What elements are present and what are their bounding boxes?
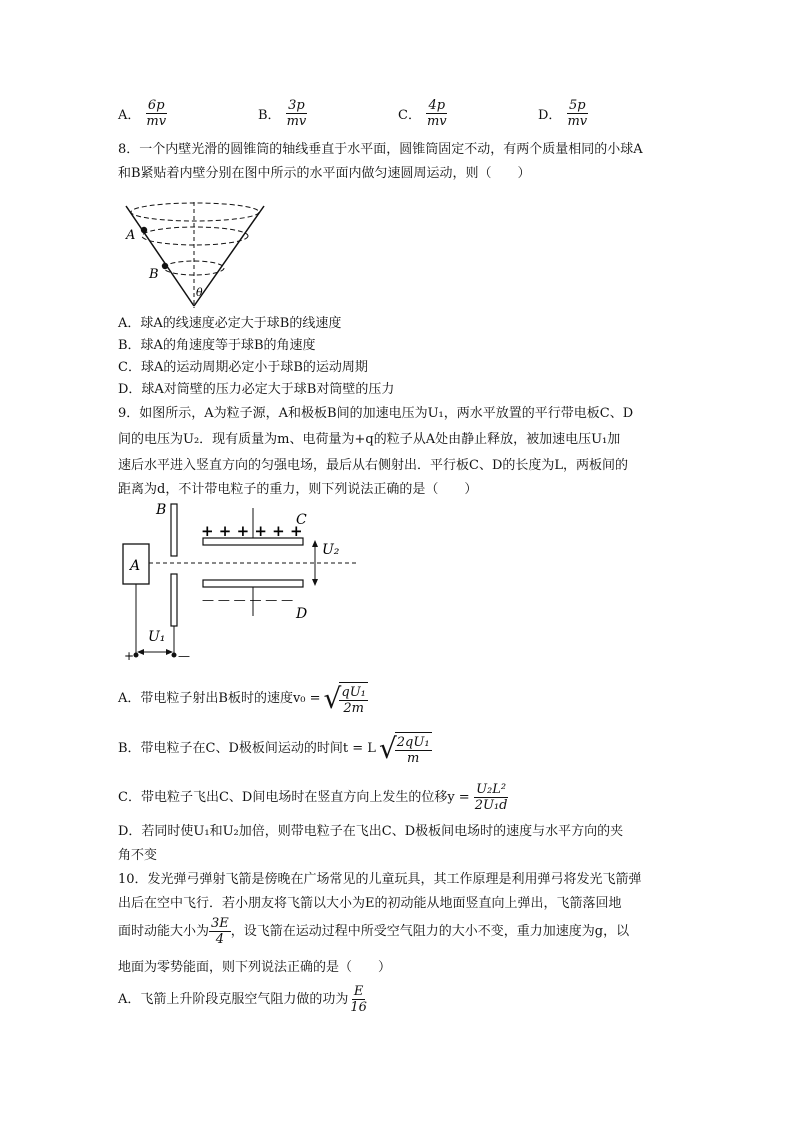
cone-label-a: A [126,228,136,243]
q8-option-d: D．球A对筒壁的压力必定大于球B对筒壁的压力 [118,382,395,397]
q7-option-label: A． [118,108,141,123]
kinetic-energy-fraction: $\frac{3E}{4}$ [211,916,229,947]
q8-stem-line2: 和B紧贴着内壁分别在图中所示的水平面内做匀速圆周运动，则（ ） [118,166,531,181]
q10-line1: 10．发光弹弓弹射飞箭是傍晚在广场常见的儿童玩具，其工作原理是利用弹弓将发光飞箭弹 [118,872,642,887]
displacement-fraction: $\frac{\text{U₂L²}}{\text{2U₁d}}$ [474,782,508,813]
q10-line3 [118,916,629,947]
q8-option-a: A．球A的线速度必定大于球B的线速度 [118,316,342,331]
sqrt-expression: √ $\frac{\text{2qU₁}}{m}$ [378,732,430,766]
q7-option-fraction: $\frac{4p}{mv}$ [426,98,447,129]
label-u2: U₂ [322,542,340,558]
cone-figure [118,198,278,313]
plus-charges: + + + + + + [201,522,303,540]
q8-option-c: C．球A的运动周期必定小于球B的运动周期 [118,360,368,375]
accelerator-figure [118,500,358,666]
q10-line2: 出后在空中飞行．若小朋友将飞箭以大小为E的初动能从地面竖直向上弹出，飞箭落回地 [118,896,622,911]
q10-option-a [118,984,369,1015]
q9-stem-line4: 距离为d，不计带电粒子的重力，则下列说法正确的是（ ） [118,482,478,497]
q7-option-b [258,98,308,129]
label-d: D [296,606,308,622]
q7-option-a [118,98,168,129]
q9-stem-line2: 间的电压为U₂．现有质量为m、电荷量为+q的粒子从A处由静止释放，被加速电压U₁加 [118,432,621,447]
minus-charges: — — — — — — [202,593,294,607]
q10-line3-pre: 面时动能大小为 [118,923,210,939]
q10-line4: 地面为零势能面，则下列说法正确的是（ ） [118,960,392,975]
label-c: C [296,512,307,528]
q9-option-b [118,732,432,766]
q9-stem-line3: 速后水平进入竖直方向的匀强电场，最后从右侧射出．平行板C、D的长度为L，两板间的 [118,458,629,473]
sqrt-expression: √ $\frac{\text{qU₁}}{2m}$ [323,682,366,716]
q9-option-a-text: A．带电粒子射出B板时的速度v₀ = [118,691,321,706]
q9-option-c-text: C．带电粒子飞出C、D间电场时在竖直方向上发生的位移y = [118,789,470,805]
q9-option-c [118,782,509,813]
q10-line3-post: ，设飞箭在运动过程中所受空气阻力的大小不变，重力加速度为g，以 [230,923,630,939]
q9-option-d-line2: 角不变 [118,848,158,863]
cone-label-b: B [149,267,159,282]
q7-option-label: D． [538,108,562,123]
q7-option-d [538,98,589,129]
q7-option-fraction: $\frac{5p}{mv}$ [567,98,588,129]
q7-option-fraction: $\frac{6p}{mv}$ [146,98,167,129]
terminal-plus: + [124,649,135,663]
q7-option-label: B． [258,108,281,123]
q7-option-label: C． [398,108,421,123]
terminal-minus: — [178,649,190,663]
work-fraction: $\frac{E}{16}$ [350,984,367,1015]
q8-option-b: B．球A的角速度等于球B的角速度 [118,338,316,353]
q7-option-fraction: $\frac{3p}{mv}$ [286,98,307,129]
label-b: B [156,502,167,518]
cone-label-theta: θ [196,286,203,299]
q7-option-c [398,98,449,129]
label-a: A [130,558,141,574]
label-u1: U₁ [148,629,166,645]
q9-option-b-text: B．带电粒子在C、D极板间运动的时间t = L [118,741,376,756]
q8-stem-line1: 8．一个内壁光滑的圆锥筒的轴线垂直于水平面，圆锥筒固定不动，有两个质量相同的小球A [118,142,643,157]
q10-option-a-text: A．飞箭上升阶段克服空气阻力做的功为 [118,991,349,1007]
q9-stem-line1: 9．如图所示，A为粒子源，A和极板B间的加速电压为U₁，两水平放置的平行带电板C、D [118,406,634,421]
q9-option-a [118,682,368,716]
q9-option-d-line1: D．若同时使U₁和U₂加倍，则带电粒子在飞出C、D极板间电场时的速度与水平方向的夹 [118,824,624,839]
